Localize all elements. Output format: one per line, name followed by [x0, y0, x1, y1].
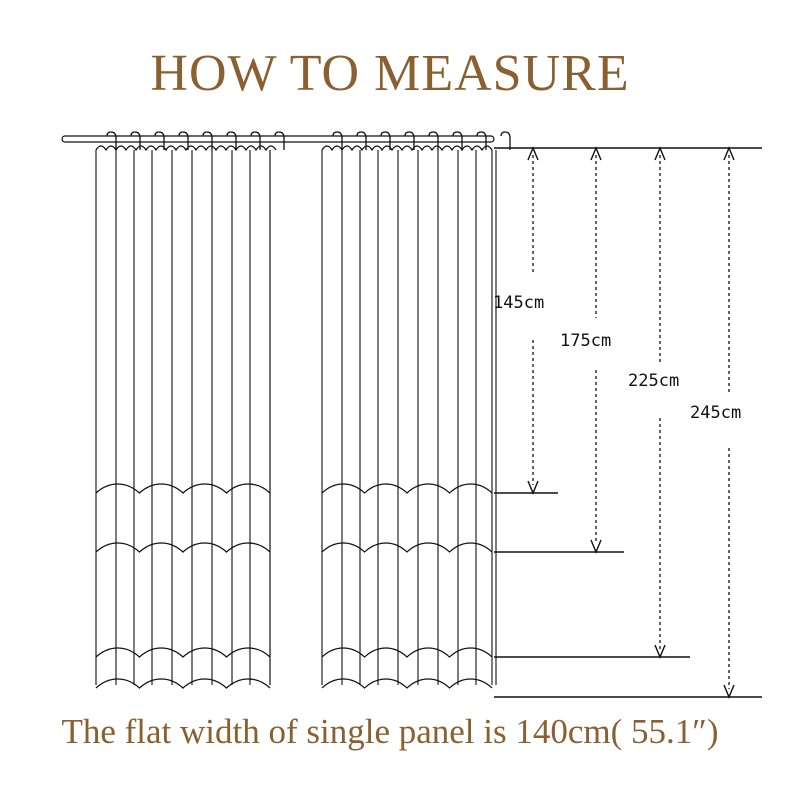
245cm-label: 245cm: [690, 403, 742, 423]
225cm-label: 225cm: [628, 371, 680, 391]
175cm-arrow-up-icon: [591, 148, 601, 160]
measurement-225cm: [494, 148, 690, 657]
measurement-245cm: [494, 148, 762, 697]
right-panel-hem-line-1: [322, 484, 492, 493]
145cm-arrow-down-icon: [528, 481, 538, 493]
caption-inches: ( 55.1″): [610, 712, 719, 751]
225cm-arrow-up-icon: [655, 148, 665, 160]
left-panel-hem-line-4: [96, 679, 270, 688]
curtain-panel-left: [96, 132, 284, 688]
245cm-arrow-down-icon: [724, 685, 734, 697]
left-panel-hem-line-3: [96, 648, 270, 657]
175cm-arrow-down-icon: [591, 540, 601, 552]
145cm-arrow-up-icon: [528, 148, 538, 160]
page-title: HOW TO MEASURE: [150, 45, 630, 102]
right-panel-hem-line-4: [322, 679, 492, 688]
curtain-panel-right: [322, 132, 510, 688]
175cm-label: 175cm: [560, 331, 612, 351]
left-panel-hem-line-2: [96, 543, 270, 552]
right-panel-hem-line-3: [322, 648, 492, 657]
245cm-arrow-up-icon: [724, 148, 734, 160]
left-panel-hem-line-1: [96, 484, 270, 493]
caption-text: The flat width of single panel is 140cm: [61, 712, 611, 751]
145cm-label: 145cm: [493, 293, 545, 313]
measurement-lines: [493, 148, 762, 697]
curtain-rod: [62, 136, 494, 142]
measurement-175cm: [494, 148, 624, 552]
left-panel-header-ruffle: [96, 146, 276, 150]
right-panel-header-ruffle: [322, 146, 492, 150]
right-panel-hem-line-2: [322, 543, 492, 552]
measurement-145cm: [493, 148, 558, 493]
panel-width-caption: [0, 712, 780, 752]
